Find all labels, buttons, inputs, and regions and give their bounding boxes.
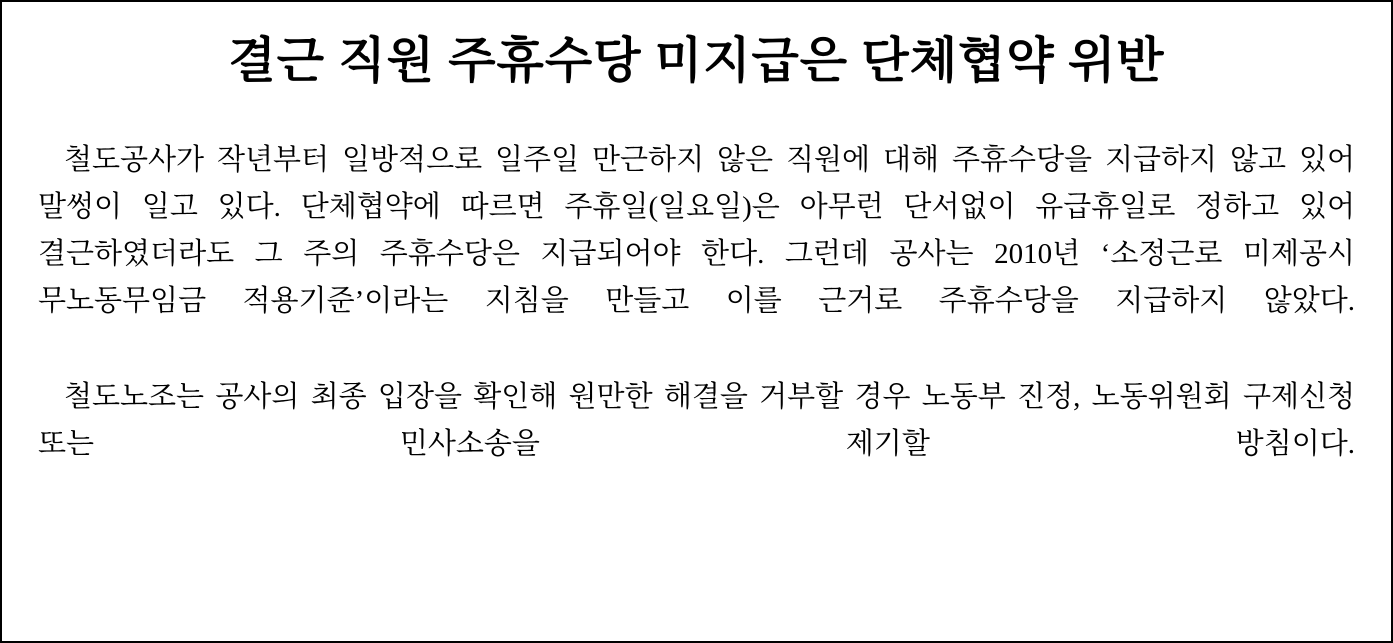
body-paragraph: 철도공사가 작년부터 일방적으로 일주일 만근하지 않은 직원에 대해 주휴수당을 지급하지 않고 있어 말썽이 일고 있다. 단체협약에 따르면 주휴일(일요일)은 아무런 단서없이 유급휴일로 정하고 있어 결근하였더라도 그 주의 주휴수당은 지급되어야 한다. 그런데 공사는 2010년 ‘소정근로 미제공시 무노동무임금 적용기준’이라는 지침을 만들고 이를 근거로 주휴수당을 지급하지 않았다. <box>38 144 1355 318</box>
page-title: 결근 직원 주휴수당 미지급은 단체협약 위반 <box>228 33 1165 88</box>
body-paragraph: 철도노조는 공사의 최종 입장을 확인해 원만한 해결을 거부할 경우 노동부 진정, 노동위원회 구제신청 또는 민사소송을 제기할 방침이다. <box>38 381 1355 461</box>
article-body <box>38 137 1355 515</box>
